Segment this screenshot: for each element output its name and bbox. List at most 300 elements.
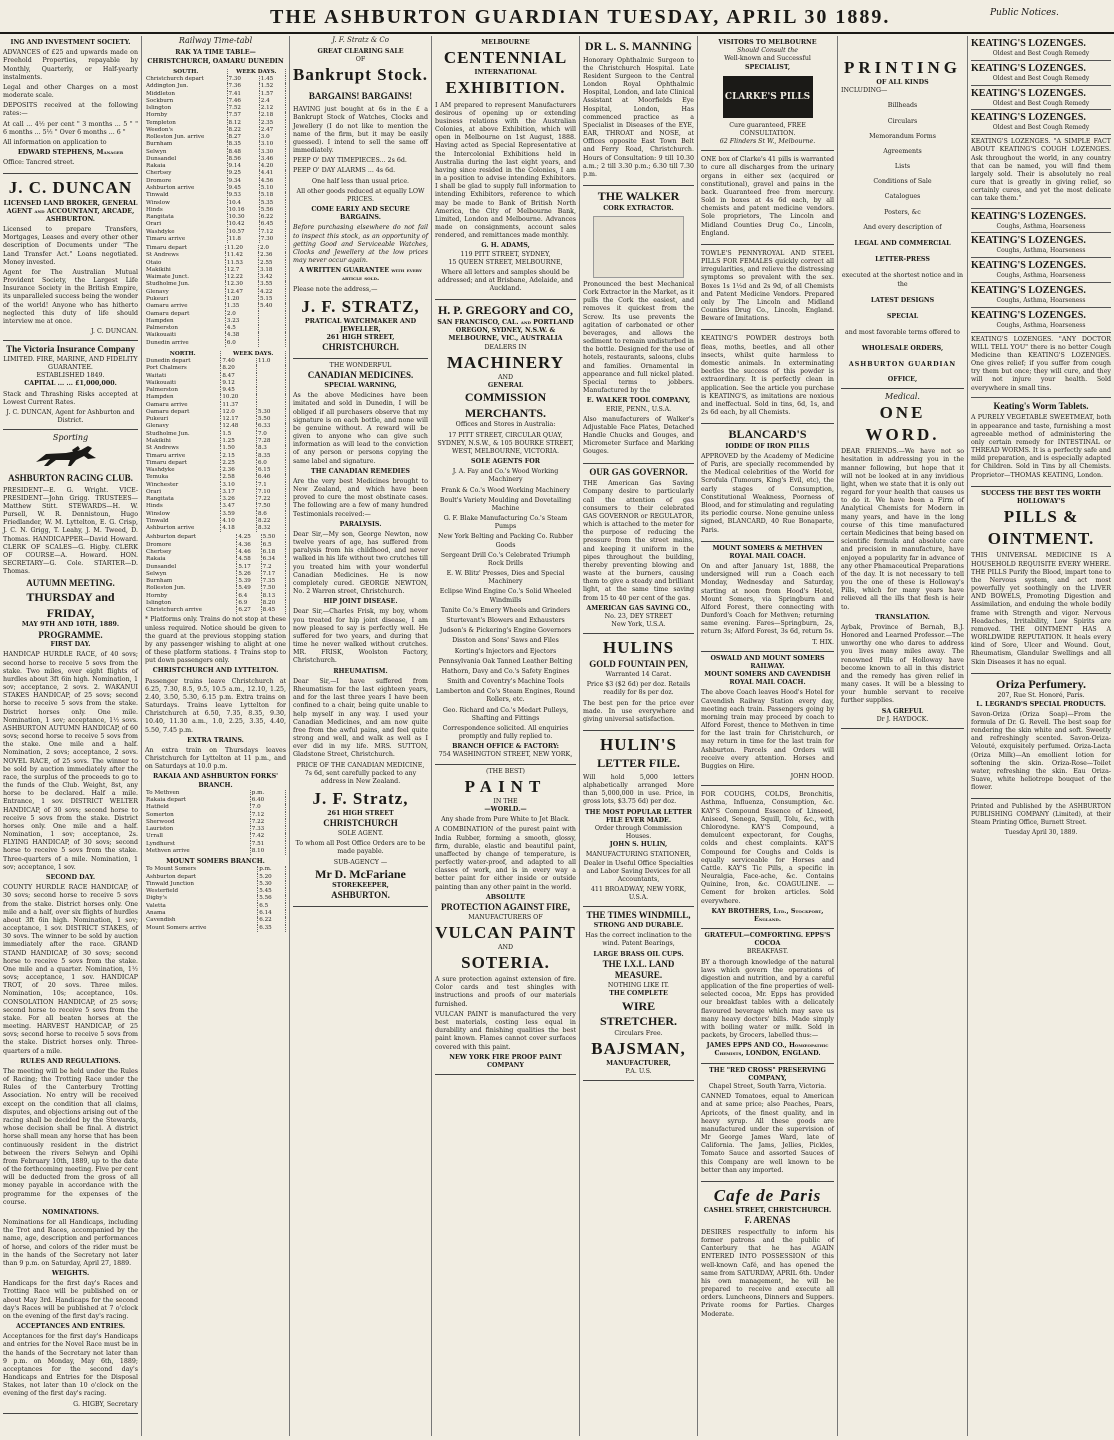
table-cell: Islington [145, 600, 237, 607]
table-cell: Somerton [145, 812, 250, 819]
list-item: E. W. Blitz' Presses, Dies and Special Machinery [446, 570, 565, 586]
table-cell: 5.45 [258, 888, 286, 895]
holloway-letter-ad: Medical. ONE WORD. DEAR FRIENDS.—We have not so hesitation in addressing you in the manner following, but hope that it will not be looked at in any invidious light, when we state that it is only out regard for your health that causes us to do it. We have been a Firm of Analytical Chemists for Modern in many years, and have in the long course of this time manufactured certain Medicines that being based on scientific formula and absolute care and precision in manufacture, have enjoyed a popularity far in advance of any other Phamaceutical Preparations of the day. It is not necessary to tell you the one of these is Holloway's Pills, which for many years have relieved all the ills that flesh is heir to. TRANSLATION. Aybak, Province of Bernah, B.J. Honored and Learned Professor.—The unworthy one who dares to address you lives many miles away. The renowned Pills of Holloway have become known to all in this district and the remedy has given relief in many cases. It will be a blessing to your humble servant to receive further supplies. SA GREFUL Dr J. HAYDOCK. [841, 389, 964, 729]
table-cell: Timaru depart [145, 460, 221, 467]
list-item: Korting's Injectors and Ejectors [454, 647, 557, 655]
keating-title: KEATING'S LOZENGES. [971, 260, 1086, 272]
table-cell: 8.10 [250, 848, 285, 855]
table-cell: 3.18 [259, 267, 286, 274]
table-cell: 4.18 [221, 525, 257, 532]
table-row [145, 503, 286, 510]
list-item: Agreements [883, 147, 922, 155]
table-cell: 2.55 [259, 260, 286, 267]
table-cell: Makikihi [145, 438, 221, 445]
table-cell: Dunedin arrive [145, 340, 225, 347]
south-timetable: SOUTH. WEEK DAYS. Christchurch depart 7.30 1.45 Addington Jun. 7.36 1.52 Middleton 7.41 1.57 Sockburn 7.46 2.4 Islington 7.52 2.12 Hornby 7.57 2.18 Templeton 8.12 2.35 Weedon's 8.22 2.47 Rolleston Jun. arrive 8.27 3.0 Burnham 8.35 3.10 Selwyn 8.48 3.30 Dunsandel 8.56 3.46 Rakaia 9.14 4.20 Chertsey 9.25 4.41 Dromore 9.34 4.56 Ashburton arrive 9.45 5.10 Tinwald 9.53 5.18 Winslow 10.4 5.35 Hinds 10.16 5.56 Rangitata 10.30 6.22 Orari 10.42 6.45 Washdyke 10.57 7.12 Timaru arrive 11.8 7.30 [145, 69, 286, 243]
table-row [145, 156, 286, 163]
table-cell: 6.0 [256, 460, 285, 467]
table-cell: Waitati [145, 373, 221, 380]
table-cell [256, 394, 285, 401]
table-cell: 4.5 [225, 325, 258, 332]
table-cell [259, 311, 286, 318]
table-cell: 12.0 [221, 409, 257, 416]
table-cell: 10.30 [227, 214, 259, 221]
table-cell: Waikouaiti [145, 380, 221, 387]
keating-title: KEATING'S LOZENGES. [971, 235, 1086, 247]
exhibition-ad: MELBOURNE CENTENNIAL INTERNATIONAL EXHIBITION. I AM prepared to represent Manufacturers desirous of opening up or extending business relations with the Australian Colonies, at above Exhibition, which will open in Melbourne on 1st August, 1888. Having acted as Special Representative at the Intercolonial Exhibitions held in Australia during the last eight years, and having since resided in the Colonies, I am in a position to advise intending Exhibitors. I shall be glad to supply full information to intending Exhibitors, reference to which may be made to Bank of British North America, the City of Melbourne Bank, Limited, London and Melbourne. Advances made on consignments, account sales rendered, and remittances made monthly. G. H. ADAMS, 119 PITT STREET, SYDNEY, 15 QUEEN STREET, MELBOURNE, Where all letters and samples should be addressed; and at Brisbane, Adelaide, and Auckland. [435, 36, 576, 300]
table-cell: 8.35 [227, 141, 259, 148]
table-cell: 6.15 [256, 467, 285, 474]
table-row [145, 236, 286, 243]
table-cell: 7.35 [261, 578, 285, 585]
printing-ad: PRINTING OF ALL KINDS INCLUDING— Billheads Circulars Memorandum Forms Agreements Lists Conditions of Sale Catalogues Posters, &c And every description of LEGAL AND COMMERCIAL LETTER-PRESS executed at the shortest notice and in the LATEST DESIGNS SPECIAL and most favorable terms offered to WHOLESALE ORDERS, ASHBURTON GUARDIAN OFFICE, [841, 36, 964, 389]
table-cell: 7.46 [227, 98, 259, 105]
table-cell: 12.30 [225, 281, 258, 288]
table-row [145, 134, 286, 141]
table-row [145, 841, 286, 848]
table-row [145, 848, 286, 855]
table-row [145, 112, 286, 119]
keating-title: KEATING'S LOZENGES. [971, 210, 1086, 222]
table-cell: 6.27 [237, 607, 261, 614]
table-row [145, 380, 286, 387]
table-row [145, 76, 286, 83]
table-cell: 12.17 [221, 416, 257, 423]
table-row [145, 303, 286, 310]
list-item: Boult's Variety Moulding and Dovetailing Machine [439, 496, 572, 512]
table-cell: Hornby [145, 593, 237, 600]
table-cell: Winslow [145, 511, 221, 518]
table-cell: To Mount Somers [145, 866, 258, 873]
list-item [971, 110, 1111, 135]
table-cell: Lyndhurst [145, 841, 250, 848]
masthead [0, 0, 1114, 34]
table-cell: 2.36 [259, 252, 286, 259]
table-cell: 5.50 [256, 416, 285, 423]
table-row [145, 482, 286, 489]
north-timetable: NORTH. WEEK DAYS. Dunedin depart 7.40 11.0 Port Chalmers 8.20 Waitati 8.47 Waikouaiti 9.12 Palmerston 9.45 Hampden 10.20 Oamaru arrive 11.37 Oamaru depart 12.0 5.30 Pukeuri 12.17 5.50 Glenavy 12.48 6.33 Studholme Jun. 1.5 7.0 Makikihi 1.25 7.28 St Andrews 1.50 8.3 Timaru arrive 2.15 8.35 Timaru depart 2.25 6.0 Washdyke 2.36 6.15 Temuka 2.58 6.46 Winchester 3.10 7.1 Orari 3.17 7.10 Rangitata 3.26 7.22 Hinds 3.47 7.50 Winslow 3.59 8.6 Tinwald 4.10 8.22 Ashburton arrive 4.18 8.32 [145, 351, 286, 533]
list-item: Billheads [887, 102, 918, 110]
table-row [145, 245, 286, 252]
printing-items [841, 102, 964, 216]
table-cell: St Andrews [145, 252, 225, 259]
table-row [145, 394, 286, 401]
table-cell: 10.42 [227, 221, 259, 228]
table-cell: Waikouaiti [145, 332, 225, 339]
table-cell: 10.4 [227, 200, 259, 207]
table-row [145, 423, 286, 430]
keating-any-doctor: KEATING'S LOZENGES. "ANY DOCTOR WILL TELL YOU" there is no better Cough Medicine than KEATING'S LOZENGES. One gives relief; if you suffer from cough try them but once; they will cure, and they will not injure your health. Sold everywhere in small tins. [971, 333, 1111, 398]
table-cell: 7.40 [221, 358, 257, 365]
table-row [145, 518, 286, 525]
table-row [145, 229, 286, 236]
list-item: Disston and Sons' Saws and Files [452, 637, 559, 645]
table-cell: 7.22 [256, 496, 285, 503]
gregory-ad: H. P. GREGORY and CO, SAN FRANCISCO, CAL. and PORTLAND OREGON, SYDNEY, N.S.W. & MELBOURNE, VIC., AUSTRALIA DEALERS IN MACHINERY AND GENERAL COMMISSION MERCHANTS. Offices and Stores in Australia: 17 PITT STREET, CIRCULAR QUAY, SYDNEY, N.S.W., & 105 BOURKE STREET, WEST, MELBOURNE, VICTORIA. SOLE AGENTS FOR J. A. Fay and Co.'s Wood Working Machinery Frank & Co.'s Wood Working Machinery Boult's Variety Moulding and Dovetailing Machine G. F. Blake Manufacturing Co.'s Steam Pumps New York Belting and Packing Co. Rubber Goods Sergeant Drill Co.'s Celebrated Triumph Rock Drills E. W. Blitz' Presses, Dies and Special Machinery Eclipse Wind Engine Co.'s Solid Wheeled Windmills Tanite Co.'s Emery Wheels and Grinders Sturtevant's Blowers and Exhausters Judson's & Pickering's Engine Governors Disston and Sons' Saws and Files Korting's Injectors and Ejectors Pennsylvania Oak Tanned Leather Belting Hathorn, Davy and Co.'s Safety Engines Smith and Coventry's Machine Tools Lamberton and Co's Steam Engines, Round Rollers, etc. Geo. Richard and Co.'s Medart Pulleys, Shafting and Fittings Correspondence solicited. All enquiries promptly and fully replied to. BRANCH OFFICE & FACTORY: 754 WASHINGTON STREET, NEW YORK, [435, 300, 576, 764]
table-cell: 6.45 [259, 221, 285, 228]
paint-ad: (THE BEST) PAINT IN THE —WORLD.— Any shade from Pure White to Jet Black. A COMBINATION of the purest paint with India Rubber, forming a smooth, glossy, firm, durable, elastic and beautiful paint, unaffected by change of temperature, is perfectly water-proof, and adapted to all classes of work, and is in every way a better paint for either inside or outside painting than any other paint in the world. ABSOLUTE PROTECTION AGAINST FIRE, MANUFACTURERS OF VULCAN PAINT AND SOTERIA. A sure protection against extension of fire. Color cards and test shingles with instructions and proofs of our materials furnished. VULCAN PAINT is manufactured the very best materials, costing less equal in durability and finishing qualities the best paint known. Flames cannot cover surfaces covered with this paint. NEW YORK FIRE PROOF PAINT COMPANY [435, 765, 576, 1075]
table-cell [259, 332, 286, 339]
table-cell: Rolleston Jun. arrive [145, 134, 227, 141]
clarke-pills-ad: ONE box of Clarke's 41 pills is warranted to cure all discharges from the urinary organs in either sex (acquired or constitutional), gravel and pains in the back. Guaranteed free from mercury. Sold in boxes at 4s 6d each, by all chemists and patent medicine vendors. Sole proprietors, The Lincoln and Midland Counties Drug Co., Lincoln, England. [701, 151, 834, 245]
table-cell: Winslow [145, 200, 227, 207]
table-cell: 7.12 [250, 812, 285, 819]
table-cell: 5.30 [256, 409, 285, 416]
table-cell: Glenavy [145, 423, 221, 430]
table-row [145, 895, 286, 902]
table-cell: 12.48 [221, 423, 257, 430]
table-row [145, 289, 286, 296]
table-cell: 3.46 [259, 156, 285, 163]
kay-ad: FOR COUGHS, COLDS, Bronchitis, Asthma, Influenza, Consumption, &c. KAY'S Compound Essence of Linseed, Aniseed, Senega, Squill, Tolu, &c., with Chlorodyne. KAY'S Compound, a demulcent expectorant, for Coughs, colds and chest complaints. KAY'S Compound for Coughs and Colds is equally serviceable for Horses and Cattle. KAY'S Tic Pills, a specific in Neuralgia, Face-ache, &c. Contains Quinine, Iron, &c. COAGULINE. — Cement for broken articles. Sold everywhere. KAY BROTHERS, Ltd., Stockport, England. [701, 786, 834, 929]
table-cell: 4.36 [237, 542, 261, 549]
keating-title: KEATING'S LOZENGES. [971, 87, 1086, 99]
table-cell: Christchurch depart [145, 76, 227, 83]
table-cell: 8.32 [256, 525, 285, 532]
south-timetable-2 [145, 245, 286, 347]
table-cell [259, 340, 286, 347]
table-cell: Ashburton depart [145, 534, 237, 541]
table-cell: 9.34 [227, 178, 259, 185]
gas-governor-ad: OUR GAS GOVERNOR. THE American Gas Saving Company desire to particularly call the attention of gas consumers to their celebrated GAS GOVERNOR or REGULATOR, which is attached to the meter for the purpose of reducing the pressure from the street mains, and keeping it uniform in the pipes throughout the building, thereby preventing blowing and waste at the burners, causing them to give a steady and brilliant light, at the same time saving from 15 to 40 per cent of the gas. AMERICAN GAS SAVING CO., No. 23, DEY STREET New York, U.S.A. [583, 464, 694, 635]
list-item: Hathorn, Davy and Co.'s Safety Engines [441, 667, 570, 675]
list-item: Pennsylvania Oak Tanned Leather Belting [438, 657, 573, 665]
table-cell: 2.15 [221, 453, 257, 460]
table-cell: Oamaru arrive [145, 303, 225, 310]
table-cell: p.m. [250, 790, 285, 797]
table-cell: 2.18 [259, 112, 285, 119]
list-item [971, 36, 1111, 61]
table-cell: 1.45 [259, 76, 285, 83]
table-row [145, 453, 286, 460]
table-cell: Rangitata [145, 214, 227, 221]
table-cell: 2.4 [259, 98, 285, 105]
table-cell: 5.56 [259, 207, 285, 214]
cork-extractor-ad: THE WALKER CORK EXTRACTOR. Pronounced the best Mechanical Cork Extractor in the Market, as it pulls the Cork the easiest, and removes it quickest from the Screw. Its use prevents the agitation of carbonated or other beverages, and allows the sediment to remain undisturbed in the bottle. Designed for the use of hotels, restaurants, saloons, clubs and families. Ornamental in appearance and full nickel plated. Special terms to jobbers. Manufactured by the E. WALKER TOOL COMPANY, ERIE, PENN., U.S.A. Also manufacturers of Walker's Adjustable Face Plates, Detached Handle Chucks and Gouges, and Micrometer Surface and Marking Gouges. [583, 186, 694, 463]
table-row [145, 91, 286, 98]
table-cell: Studholme Jun. [145, 281, 225, 288]
list-item [971, 308, 1111, 333]
table-cell: 6.14 [258, 910, 286, 917]
table-cell: Hinds [145, 207, 227, 214]
table-cell: 8.6 [256, 511, 285, 518]
table-cell: 11.53 [225, 260, 258, 267]
table-cell: 8.20 [221, 365, 257, 372]
table-row [145, 903, 286, 910]
table-cell: Methven arrive [145, 848, 250, 855]
table-row [145, 925, 286, 932]
table-cell: Middleton [145, 91, 227, 98]
list-item [971, 61, 1111, 86]
windmill-ad: THE TIMES WINDMILL, STRONG AND DURABLE. Has the correct inclination to the wind. Patent Bearings, LARGE BRASS OIL CUPS. THE I.X.L. LAND MEASURE. NOTHING LIKE IT. THE COMPLETE WIRE STRETCHER. Circulars Free. BAJSMAN, MANUFACTURER, P.A. U.S. [583, 907, 694, 1081]
table-cell: 6.22 [259, 214, 285, 221]
table-cell: 6.9 [237, 600, 261, 607]
table-row [145, 812, 286, 819]
column-6 [698, 36, 838, 1436]
list-item: New York Belting and Packing Co. Rubber Goods [438, 533, 573, 549]
table-row [145, 170, 286, 177]
table-cell: Chertsey [145, 170, 227, 177]
table-cell: Palmerston [145, 387, 221, 394]
list-item: Geo. Richard and Co.'s Medart Pulleys, Shafting and Fittings [442, 706, 569, 722]
table-cell: Studholme Jun. [145, 431, 221, 438]
agents-list [435, 468, 576, 723]
table-cell: 4.25 [237, 534, 261, 541]
table-row [145, 409, 286, 416]
table-cell: 2.12 [259, 105, 285, 112]
table-cell [256, 387, 285, 394]
table-cell: Sherwood [145, 819, 250, 826]
table-cell: 7.0 [250, 804, 285, 811]
table-cell: Rolleston Jun. [145, 585, 237, 592]
specialist-ad: VISITORS TO MELBOURNE Should Consult the Well-known and Successful SPECIALIST, CLARKE'S PILLS Cure guaranteed, FREE CONSULTATION. 62 Flinders St W., Melbourne. [701, 36, 834, 151]
list-item: Catalogues [884, 193, 921, 201]
table-cell: Chertsey [145, 549, 237, 556]
table-row [145, 600, 286, 607]
table-cell: Selwyn [145, 571, 237, 578]
table-cell: 9.14 [227, 163, 259, 170]
table-row [145, 83, 286, 90]
table-cell: 7.28 [256, 438, 285, 445]
table-cell: Tinwald Junction [145, 881, 258, 888]
list-item [971, 86, 1111, 111]
table-cell: Digby's [145, 895, 258, 902]
table-cell: 7.36 [227, 83, 259, 90]
table-cell: 8.12 [227, 120, 259, 127]
table-cell: 7.41 [227, 91, 259, 98]
table-cell: 5.49 [237, 585, 261, 592]
table-cell: Port Chalmers [145, 365, 221, 372]
duncan-ad: J. C. DUNCAN LICENSED LAND BROKER, GENERAL AGENT and ACCOUNTANT, ARCADE, ASHBURTON. Licensed to prepare Transfers, Mortgages, Leases and every other other description of Documents under "The Land Transfer Act." Loans negotiated. Money invested. Agent for The Australian Mutual Provident Society, the Largest Life Insurance Society in the British Empire, its unparalleled success being the wonder of the world! Anyone who has hitherto neglected this duty of life should interview me at once. J. C. DUNCAN. [3, 174, 138, 341]
table-cell: 1.57 [259, 91, 285, 98]
table-cell: Hinds [145, 503, 221, 510]
table-row [145, 804, 286, 811]
keating-title: KEATING'S LOZENGES. [971, 309, 1086, 321]
table-cell: 2.25 [221, 460, 257, 467]
table-row [145, 332, 286, 339]
table-cell: 6.46 [256, 474, 285, 481]
table-cell: 8.56 [227, 156, 259, 163]
table-cell: 7.30 [259, 236, 285, 243]
keating-subtitle: Oldest and Best Cough Remedy [992, 50, 1090, 57]
table-row [145, 556, 286, 563]
keating-subtitle: Coughs, Asthma, Hoarseness [996, 296, 1086, 304]
table-row [145, 402, 286, 409]
table-cell: Dromore [145, 542, 237, 549]
table-cell: 5.10 [259, 185, 285, 192]
table-row [145, 296, 286, 303]
keating-subtitle: Coughs, Asthma, Hoarseness [996, 272, 1086, 280]
north-timetable-2 [145, 534, 286, 614]
table-row [145, 578, 286, 585]
table-cell: Washdyke [145, 467, 221, 474]
table-row [145, 571, 286, 578]
table-cell [256, 365, 285, 372]
table-cell: 7.57 [227, 112, 259, 119]
list-item: Frank & Co.'s Wood Working Machinery [441, 486, 570, 494]
table-cell: 9.53 [227, 192, 259, 199]
table-cell: Hampden [145, 318, 225, 325]
table-cell: 3.23 [225, 318, 258, 325]
racing-club-ad: Sporting ASHBURTON RACING CLUB. PRESIDENT—E. G. Wright. VICE-PRESIDENT—John Grigg. TRUSTEES—Matthew Stitt. STEWARDS—H. W. Pursell, W. R. Dennistoun, Hugo Friedlander, W. M. Lyttelton, E. G. Crisp, J. C. N. Grigg, T. Leahy, J. M. Tweed, D. Thomas. HANDICAPPER—David Howard. CLERK OF SCALES—G. Higby. CLERK OF COURSE—A. Howard. HON. SECRETARY—G. Cole. STARTER—D. Thomas. AUTUMN MEETING. THURSDAY and FRIDAY, MAY 9TH AND 10TH, 1889. PROGRAMME. FIRST DAY. HANDICAP HURDLE RACE, of 40 sovs; second horse to receive 5 sovs from the stake. Two miles, over eight flights of hurdles about 3ft 6in high. Nomination, 1 sov; acceptance, 2 sovs. 2. WAKANUI STAKES HANDICAP, of 25 sovs; second horse to receive 5 sovs from the stake. District horses only. One mile. Nomination, 1 sov; acceptance, 1½ sovs. ASHBURTON AUTUMN HANDICAP, of 60 sovs; second horse to receive 5 sovs from the stake. One mile and a half. Nomination, 2 sovs; acceptance, 2 sovs. NOVEL RACE, of 25 sovs. The winner to be sold by auction immediately after the race, the surplus of the proceeds to go to the funds of the Club. Weight, 8st, any horse to be declared. Half a mile. Entrance, 1 sov. DISTRICT WELTER HANDICAP, of 30 sovs; second horse to receive 5 sovs from the stake. District horses only. One mile and a half. Nomination, 1 sov; acceptance, 2s. FLYING HANDICAP, of 30 sovs; second horse to receive 5 sovs from the stake. Three-quarters of a mile. Nomination, 1 sov; acceptance, 1 sov. SECOND DAY. COUNTY HURDLE RACE HANDICAP, of 30 sovs; second horse to receive 5 sovs from the stake. District horses only. One mile and a half, over six flights of hurdles about 3ft 6in high. Nomination, 1 sov; acceptance, 1 sov. DISTRICT STAKES, of 30 sovs. The winner to be sold by auction immediately after the race. GRAND STAND HANDICAP, of 30 sovs; second horse to receive 5 sovs from the stake. One mile and a quarter. Nomination, 1½ sovs; acceptance, 1 sov. HANDICAP TROT, of 20 sovs. Three miles. Nomination, 10s; acceptance, 10s. CONSOLATION HANDICAP, of 25 sovs; second horse to receive 5 sovs from the stake. For all beaten horses at the meeting. HARVEST HANDICAP, of 25 sovs; second horse to receive 5 sovs from the stake. District horses only. Three-quarters of a mile. RULES AND REGULATIONS. The meeting will be held under the Rules of Racing; the Trotting Race under the Rules of the Canterbury Trotting Association. No entry will be received except on the condition that all claims, disputes, and objections arising out of the racing shall be decided by the Stewards, whose decision shall be final. A district horse shall mean any horse that has been continuously resident in the district between the rivers Selwyn and Opihi from February 10th, 1889, up to the date of the forthcoming meeting. Five per cent will be deducted from the gross of all money payable in accordance with the programme for the expenses of the course. NOMINATIONS. Nominations for all Handicaps, including the Trot and Races, accompanied by the name, age, description and performances of horse, and colors of the rider must be in the hands of the Secretary not later than 9 p.m. on Saturday, April 27, 1889. WEIGHTS. Handicaps for the first day's Races and Trotting Race will be published on or about May 3rd. Handicaps for the second day's Races will be published at 7 o'clock on the evening of the first day's racing. ACCEPTANCES AND ENTRIES. Acceptances for the first day's Handicaps and entries for the Novel Race must be in the hands of the Secretary not later than 9 p.m. on Monday, May 6th, 1889; acceptances for the second day's Handicaps and Entries for the Disposal Stakes, not later than 10 o'clock on the evening of the first day's racing. G. HIGBY, Secretary [3, 430, 138, 1414]
table-cell: 8.20 [261, 600, 285, 607]
table-cell: Oamaru depart [145, 409, 221, 416]
table-cell: Pukeuri [145, 296, 225, 303]
table-cell: 12.22 [225, 274, 258, 281]
list-item: Posters, &c [884, 208, 921, 216]
table-cell: Rakaia [145, 556, 237, 563]
table-cell: Valetta [145, 903, 258, 910]
section-label: Public Notices. [990, 8, 1059, 18]
table-cell: Otaio [145, 260, 225, 267]
imprint: Printed and Published by the ASHBURTON PUBLISHING COMPANY (Limited), at their Steam Printing Office, Burnett Street. Tuesday April 30, 1889. [971, 803, 1111, 836]
table-cell: 11.0 [256, 358, 285, 365]
table-cell [256, 380, 285, 387]
epps-cocoa-ad: GRATEFUL—COMFORTING. EPPS'S COCOA BREAKFAST. BY a thorough knowledge of the natural laws which govern the operations of digestion and nutrition, and by a careful application of the fine properties of well-selected cocoa, Mr. Epps has provided our breakfast tables with a delicately flavoured beverage which may save us many heavy doctors' bills. Made simply with boiling water or milk. Sold in packets, by Grocers, labelled thus:— JAMES EPPS AND CO., Homœopathic Chemists, LONDON, ENGLAND. [701, 929, 834, 1064]
table-row [145, 460, 286, 467]
table-row [145, 542, 286, 549]
table-cell: 12.47 [225, 289, 258, 296]
list-item: Circulars [887, 117, 918, 125]
table-cell: 10.20 [221, 394, 257, 401]
table-cell: Islington [145, 105, 227, 112]
table-cell: Oamaru arrive [145, 402, 221, 409]
table-cell: 5.40 [259, 303, 286, 310]
table-row [145, 511, 286, 518]
table-cell: 6.0 [225, 340, 258, 347]
table-cell: 5.20 [258, 874, 286, 881]
table-cell: Hampden [145, 394, 221, 401]
list-item [971, 209, 1111, 234]
table-cell: 3.55 [259, 281, 286, 288]
table-cell: 2.36 [221, 467, 257, 474]
table-cell: 7.52 [227, 105, 259, 112]
table-cell: 7.0 [256, 431, 285, 438]
table-row [145, 120, 286, 127]
table-cell: Winchester [145, 482, 221, 489]
table-row [145, 207, 286, 214]
list-item: Conditions of Sale [873, 178, 932, 186]
list-item: Sergeant Drill Co.'s Celebrated Triumph Rock Drills [440, 551, 571, 567]
table-cell: 7.51 [250, 841, 285, 848]
column-8 [968, 36, 1114, 1436]
table-cell: Orari [145, 221, 227, 228]
table-row [145, 797, 286, 804]
table-cell: Addington Jun. [145, 83, 227, 90]
keating-title: KEATING'S LOZENGES. [971, 38, 1086, 49]
table-cell: Timaru depart [145, 245, 225, 252]
building-society-ad: ING AND INVESTMENT SOCIETY. ADVANCES of £25 and upwards made on Freehold Properties, repayable by Monthly, Quarterly, or Half-yearly instalments. Legal and other Charges on a most moderate scale. DEPOSITS received at the following rates:— At call ... 4½ per cent " 3 months ... 5 " " 6 months ... 5½ " Over 6 months ... 6 " All information on application to EDWARD STEPHENS, Manager Office: Tancred street. [3, 36, 138, 174]
table-row [145, 833, 286, 840]
bankrupt-stock-ad: GREAT CLEARING SALE OF Bankrupt Stock. BARGAINS! BARGAINS! HAVING just bought at 6s in the £ a Bankrupt Stock of Watches, Clocks and Jewellery (I do not like to mention the name of the firm, but it may be easily guessed). I intend to sell the same off immediately. PEEP O' DAY TIMEPIECES... 2s 6d. PEEP O' DAY ALARMS ... 4s 6d. One half less than usual price. All other goods reduced at equally LOW PRICES. COME EARLY AND SECURE BARGAINS. Before purchasing elsewhere do not fail to inspect this stock, as an opportunity of getting Good and Serviceable Watches, Clocks and Jewellery at the low prices may never occur again. A WRITTEN GUARANTEE with every article sold. Please note the address,— J. F. STRATZ, PRATICAL WATCHMAKER AND JEWELLER, 261 HIGH STREET, CHRISTCHURCH. [293, 45, 428, 359]
table-cell: 3.17 [221, 489, 257, 496]
table-cell: 11.20 [225, 245, 258, 252]
keating-powder-ad: KEATING'S POWDER destroys both fleas, moths, beetles, and all other insects, whilst quite harmless to domestic animals. In exterminating beetles the success of this powder is extraordinary. It is perfectly clean in application. See the article you purchase is KEATING'S, as imitations are noxious and ineffectual. Sold in tins, 6d, 1s, and 2s 6d each, by all Chemists. [701, 330, 834, 424]
table-row [145, 549, 286, 556]
list-item: Eclipse Wind Engine Co.'s Solid Wheeled Windmills [439, 588, 572, 604]
table-cell: Burnham [145, 141, 227, 148]
table-row [145, 214, 286, 221]
table-row [145, 534, 286, 541]
table-cell: 6.5 [258, 903, 286, 910]
table-row [145, 819, 286, 826]
table-cell: Mount Somers arrive [145, 925, 258, 932]
table-cell: 1.35 [225, 303, 258, 310]
mount-somers-coach-ad: MOUNT SOMERS & METHVEN ROYAL MAIL COACH. On and after January 1st, 1888, the undersigned will run a Coach each Monday, Wednesday and Saturday, starting at noon from Hood's Hotel, Mount Somers, via Springburn and Alford Forest, there connecting with Dunford's Coach for Methven; returning same evening. Fares—Springburn, 2s, return 3s; Alford Forest, 3s 6d, return 5s. T. HIX. [701, 542, 834, 652]
keating-title: KEATING'S LOZENGES. [971, 62, 1086, 74]
keating-subtitle: Oldest and Best Cough Remedy [992, 74, 1090, 82]
table-cell: 4.58 [237, 556, 261, 563]
column-7 [838, 36, 968, 1436]
table-cell: 6.5 [261, 542, 285, 549]
table-cell: 7.42 [250, 833, 285, 840]
table-cell: Pukeuri [145, 416, 221, 423]
table-cell: 6.34 [261, 556, 285, 563]
table-cell: Templeton [145, 120, 227, 127]
table-row [145, 888, 286, 895]
table-cell: 5.30 [258, 881, 286, 888]
table-cell: Anama [145, 910, 258, 917]
table-cell: 8.27 [227, 134, 259, 141]
table-cell: 1.52 [259, 83, 285, 90]
keating-subtitle: Oldest and Best Cough Remedy [992, 99, 1090, 107]
table-cell: 11.37 [221, 402, 257, 409]
table-cell: Urrall [145, 833, 250, 840]
table-row [145, 105, 286, 112]
table-row [145, 185, 286, 192]
table-cell: 4.38 [225, 332, 258, 339]
table-cell: Ashburton depart [145, 874, 258, 881]
table-cell [259, 318, 286, 325]
column-4 [432, 36, 580, 1436]
table-row [145, 141, 286, 148]
table-cell: 1.5 [221, 431, 257, 438]
table-cell: 9.45 [221, 387, 257, 394]
table-cell [256, 402, 285, 409]
table-row [145, 252, 286, 259]
table-cell: 7.17 [261, 571, 285, 578]
table-row [145, 431, 286, 438]
table-row [145, 200, 286, 207]
table-row [145, 467, 286, 474]
table-cell: 2.58 [221, 474, 257, 481]
keating-lozenges-list-2 [971, 209, 1111, 333]
table-cell: 8.48 [227, 149, 259, 156]
keating-lozenges-list [971, 36, 1111, 135]
canadian-medicines-ad: THE WONDERFUL CANADIAN MEDICINES. SPECIAL WARNING, As the above Medicines have been imitated and sold in Dunedin, I will be obliged if all purchasers observe that my signature is on each bottle, and none will be genuine without. A reward will be given to anyone who can give such information as will lead to the conviction of any person or persons copying the same label and signature. THE CANADIAN REMEDIES Are the very best Medicines brought to New Zealand, and which have been proved to cure the most obstinate cases. The following are a few of many hundred Testimonials received:— PARALYSIS. Dear Sir,—My son, George Newton, now twelve years of age, has suffered from paralysis from his childhood, and never walked in his life without two crutches till you treated him with your wonderful Canadian Medicines. He is now completely cured. GEORGE NEWTON, No. 2 Warren street, Christchurch. HIP JOINT DISEASE. Dear Sir,—Charles Frisk, my boy, whom you treated for hip joint disease, I am now pleased to say is perfectly well. He suffered for two years, and during that time he never walked without crutches. MR. FRISK, Woolston Factory, Christchurch. RHEUMATISM. Dear Sir,—I have suffered from Rheumatism for the last eighteen years, and for the last three years I have been confined to a chair, being quite unable to help myself in any way. I used your Canadian Medicines, and am now quite free from the awful pains, and feel quite strong and well, and walk as well as I ever did in my life. MRS. SUTTON, Gladstone Street, Christchurch. PRICE OF THE CANADIAN MEDICINE, 7s 6d, sent carefully packed to any address in New Zealand. J. F. Stratz, 261 HIGH STREET CHRISTCHURCH SOLE AGENT. To whom all Post Office Orders are to be made payable. SUB-AGENCY — Mr D. McFariane STOREKEEPER, ASHBURTON. [293, 359, 428, 907]
list-item: Sturtevant's Blowers and Exhausters [446, 617, 565, 624]
red-cross-ad: THE "RED CROSS" PRESERVING COMPANY, Chapel Street, South Yarra, Victoria. CANNED Tomatoes, equal to American and at same price; also Peaches, Pears, Apricots, of the finest quality, and in heavy syrup. All these goods are manufactured under the supervision of Mr George James Ward, late of California. The Jams, Jellies, Pickles, Tomato Sauce and assorted Sauces of this Company are well known to be better than any imported. [701, 1064, 834, 1182]
table-cell: 1.25 [221, 438, 257, 445]
table-cell: 1.20 [225, 296, 258, 303]
table-cell: 2.0 [259, 245, 286, 252]
table-cell: Timaru arrive [145, 236, 227, 243]
oriza-ad: Oriza Perfumery. 207, Rue St. Honoré, Paris. L. LEGRAND'S SPECIAL PRODUCTS. Savon-Oriza (Oriza Soap)—From the formula of Dr. G. Revell. The best soap for rendering the skin white and soft. Sweetly and refreshingly scented. Savon-Oriza-Velouté, exquisitely perfumed. Oriza-Lacta (Oriza Milk)—An emollient lotion for softening the skin. Oriza-Rose—Toilet water, refreshing the skin. Eau Oriza-Suave, white heliotrope bouquet of the flower. [971, 674, 1111, 800]
table-cell: 8.22 [256, 518, 285, 525]
table-row [145, 790, 286, 797]
table-row [145, 373, 286, 380]
table-cell: St Andrews [145, 445, 221, 452]
list-item: J. A. Fay and Co.'s Wood Working Machinery [452, 468, 559, 484]
table-cell: Christchurch arrive [145, 607, 237, 614]
table-cell: 3.42 [259, 274, 286, 281]
table-row [145, 358, 286, 365]
table-cell: 10.57 [227, 229, 259, 236]
table-row [145, 127, 286, 134]
railway-heading: Railway Time-tabl [178, 36, 253, 45]
table-cell: 5.56 [258, 895, 286, 902]
list-item [971, 233, 1111, 258]
